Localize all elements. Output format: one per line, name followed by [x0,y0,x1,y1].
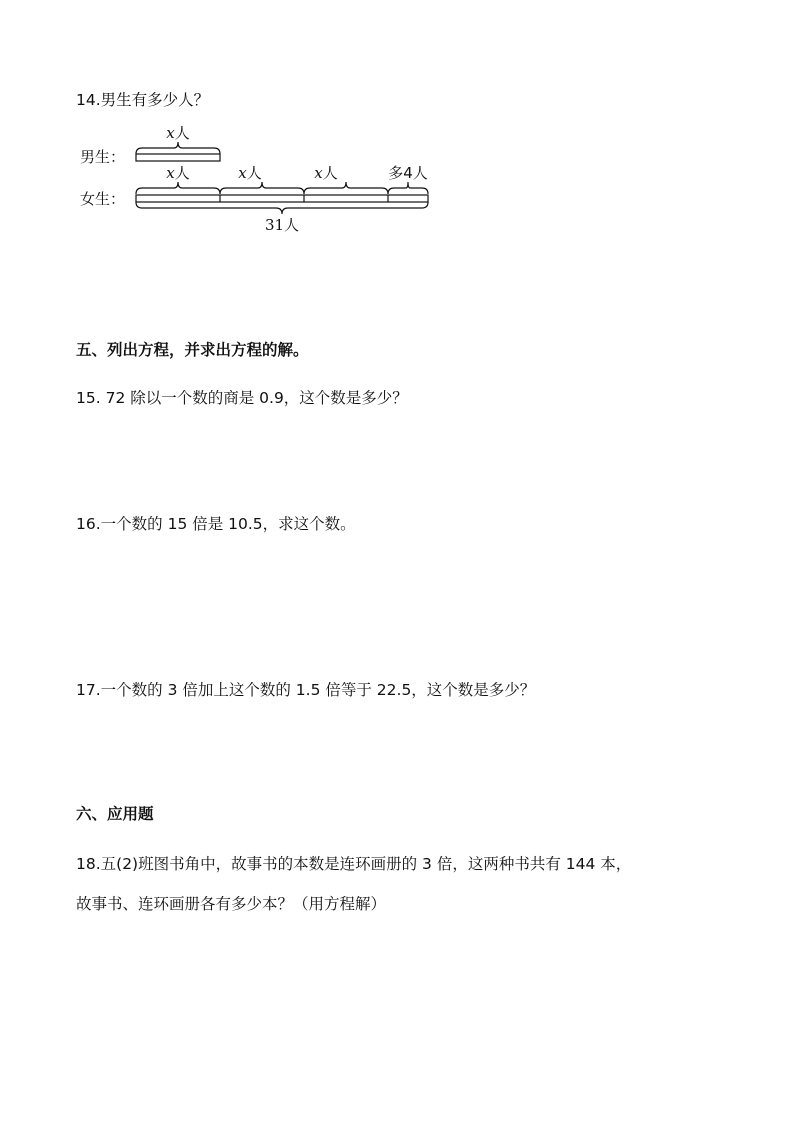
label-girls-seg2-text: 人 [246,164,262,182]
question-14: 14.男生有多少人？ [76,91,210,109]
label-boys: 男生： [80,148,126,166]
question-17: 17.一个数的 3 倍加上这个数的 1.5 倍等于 22.5，这个数是多少？ [76,681,536,699]
brace-girls-seg2 [220,182,304,194]
question-18-line1: 18.五(2)班图书角中，故事书的本数是连环画册的 3 倍，这两种书共有 144 本， [76,855,632,873]
brace-girls-total [136,202,428,214]
label-girls-total: 31人 [264,216,300,234]
question-15: 15. 72 除以一个数的商是 0.9，这个数是多少？ [76,389,408,407]
label-girls-seg3: x人 [314,164,338,182]
section-6-title: 六、应用题 [76,805,154,823]
question-16: 16.一个数的 15 倍是 10.5，求这个数。 [76,515,356,533]
bar-boys [136,154,220,161]
label-girls-seg1-text: 人 [174,164,190,182]
label-girls-seg3-text: 人 [322,164,338,182]
label-girls-seg2: x人 [238,164,262,182]
label-girls-seg1: x人 [166,164,190,182]
brace-girls-seg1 [136,182,220,194]
brace-girls-seg3 [304,182,388,194]
label-boys-x-text: 人 [174,124,190,142]
brace-boys-top [136,142,220,154]
label-girls-extra: 多4人 [388,164,428,182]
label-boys-x: x人 [166,124,190,142]
section-5-title: 五、列出方程，并求出方程的解。 [76,341,309,359]
question-18-line2: 故事书、连环画册各有多少本？（用方程解） [76,895,387,913]
brace-girls-extra [388,182,428,194]
bar-girls [136,195,428,202]
label-girls: 女生： [80,190,126,208]
line-segment-diagram [80,120,440,240]
